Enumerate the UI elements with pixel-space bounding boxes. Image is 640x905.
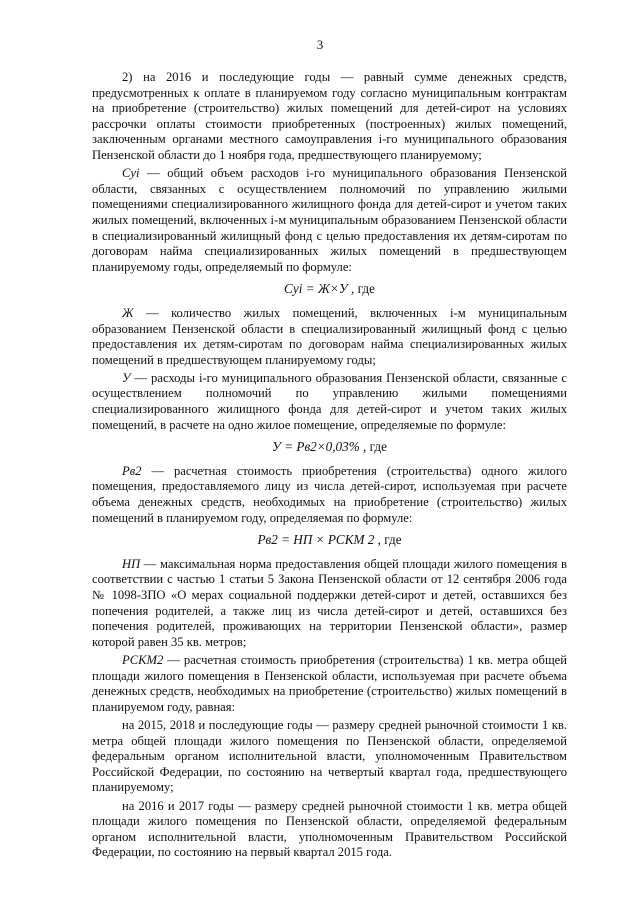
formula-cyi xyxy=(92,281,567,297)
term-zh: Ж xyxy=(122,305,134,320)
formula-u-expression: У = Рв2×0,03% xyxy=(272,439,360,455)
term-rv2: Рв2 xyxy=(122,463,142,478)
term-np: НП xyxy=(122,556,141,571)
document-body xyxy=(92,70,567,863)
paragraph-rskm2-definition xyxy=(92,653,567,715)
formula-u xyxy=(92,439,567,455)
definition-u: — расходы i-го муниципального образования Пензенской области, связанные с осуществлением полномочий по управлению жилыми помещениями специализированного жилищного фонда для детей-сирот и учетом таких жилых помещений, в расчете на одно жилое помещение, определяемые по формуле: xyxy=(92,370,567,432)
paragraph-np-definition xyxy=(92,557,567,651)
formula-rv2-suffix: , где xyxy=(374,532,402,548)
page-number: 3 xyxy=(316,37,324,52)
paragraph-rskm2-2016-2017: на 2016 и 2017 годы — размеру средней рыночной стоимости 1 кв. метра общей площади жилого помещения по Пензенской области, определяемой федеральным органом исполнительной власти, уполномоченным Правительством Российской Федерации, по состоянию на первый квартал 2015 года. xyxy=(92,798,567,860)
term-cyi: Cyi xyxy=(122,166,140,181)
paragraph-u-definition xyxy=(92,371,567,433)
formula-cyi-suffix: , где xyxy=(347,281,375,297)
definition-np: — максимальная норма предоставления общей площади жилого помещения в соответствии с частью 1 статьи 5 Закона Пензенской области от 12 сентября 2006 года № 1098-ЗПО «О мерах социальной поддержки детей-сирот и детей, оставшихся без попечения родителей, а также лиц из числа детей-сирот и детей, оставшихся без попечения родителей, проживающих на территории Пензенской области», размер которой равен 35 кв. метров; xyxy=(92,556,567,649)
paragraph-rskm2-2015-2018: на 2015, 2018 и последующие годы — размеру средней рыночной стоимости 1 кв. метра общей площади жилого помещения по Пензенской области, определяемой федеральным органом исполнительной власти, уполномоченным Правительством Российской Федерации, по состоянию на четвертый квартал года, предшествующего планируемому; xyxy=(92,717,567,795)
paragraph-item-2: 2) на 2016 и последующие годы — равный сумме денежных средств, предусмотренных к оплате в планируемом году согласно муниципальным контрактам на приобретение (строительство) жилых помещений для детей-сирот на условиях рассрочки оплаты стоимости приобретенных (построенных) жилых помещений, заключенным органами местного самоуправления i-го муниципального образования Пензенской области до 1 ноября года, предшествующего планируемому; xyxy=(92,70,567,162)
formula-rv2 xyxy=(92,532,567,548)
formula-rv2-expression: Рв2 = НП × РСКМ 2 xyxy=(257,532,375,548)
term-u: У xyxy=(122,370,131,385)
term-rskm2: РСКМ2 xyxy=(122,652,164,667)
definition-cyi: — общий объем расходов i-го муниципального образования Пензенской области, связанных с осуществлением полномочий по управлению жилыми помещениями специализированного жилищного фонда для детей-сирот и учетом таких жилых помещений, включенных i-м муниципальным образованием Пензенской области в специализированный жилищный фонд с целью предоставления их детям-сиротам по договорам найма специализированных жилых помещений в предшествующем планируемому годы, определяемый по формуле: xyxy=(92,166,567,274)
paragraph-cyi-definition xyxy=(92,166,567,275)
paragraph-rv2-definition xyxy=(92,464,567,526)
definition-zh: — количество жилых помещений, включенных i-м муниципальным образованием Пензенской области в специализированный жилищный фонд с целью предоставления их детям-сиротам по договорам найма специализированных жилых помещений в предшествующем планируемому годы; xyxy=(92,305,567,367)
paragraph-zh-definition xyxy=(92,306,567,368)
formula-u-suffix: , где xyxy=(359,439,387,455)
formula-cyi-expression: Cyi = Ж×У xyxy=(284,281,348,297)
definition-rskm2: — расчетная стоимость приобретения (строительства) 1 кв. метра общей площади жилого помещения в Пензенской области, используемая при расчете объема денежных средств, необходимых на приобретение (строительство) жилых помещений в планируемом году, равная: xyxy=(92,652,567,714)
definition-rv2: — расчетная стоимость приобретения (строительства) одного жилого помещения, предоставляемого лицу из числа детей-сирот, используемая при расчете объема денежных средств, необходимых на приобретение (строительство) жилых помещений в планируемом году, определяемая по формуле: xyxy=(92,463,567,525)
